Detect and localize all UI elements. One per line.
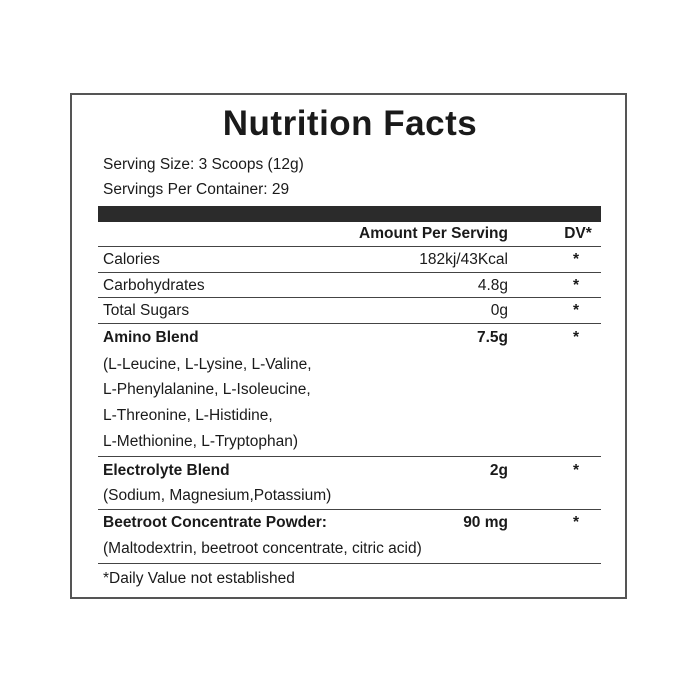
amino-blend-detail-line: (L-Leucine, L-Lysine, L-Valine, bbox=[103, 356, 312, 373]
row-amount-electrolyte-blend: 2g bbox=[489, 462, 508, 479]
row-label-beetroot-concentrate: Beetroot Concentrate Powder: bbox=[103, 514, 327, 531]
row-divider bbox=[98, 272, 601, 273]
thick-divider-bar bbox=[98, 206, 601, 222]
beetroot-detail-line: (Maltodextrin, beetroot concentrate, citric acid) bbox=[103, 540, 422, 557]
row-dv-electrolyte-blend: * bbox=[572, 462, 580, 479]
serving-size: Serving Size: 3 Scoops (12g) bbox=[103, 156, 304, 173]
amino-blend-detail-line: L-Threonine, L-Histidine, bbox=[103, 407, 273, 424]
amino-blend-detail-line: L-Phenylalanine, L-Isoleucine, bbox=[103, 381, 311, 398]
row-dv-calories: * bbox=[572, 251, 580, 268]
servings-per-container: Servings Per Container: 29 bbox=[103, 181, 290, 198]
row-dv-amino-blend: * bbox=[572, 329, 580, 346]
row-label-calories: Calories bbox=[103, 251, 160, 268]
row-divider bbox=[98, 456, 601, 457]
row-amount-beetroot-concentrate: 90 mg bbox=[463, 514, 508, 531]
row-label-amino-blend: Amino Blend bbox=[103, 329, 199, 346]
row-amount-amino-blend: 7.5g bbox=[476, 329, 508, 346]
row-dv-beetroot-concentrate: * bbox=[572, 514, 580, 531]
daily-value-footnote: *Daily Value not established bbox=[103, 570, 295, 587]
row-divider bbox=[98, 563, 601, 564]
row-dv-carbohydrates: * bbox=[572, 277, 580, 294]
label-title: Nutrition Facts bbox=[222, 104, 478, 143]
row-divider bbox=[98, 297, 601, 298]
row-amount-carbohydrates: 4.8g bbox=[477, 277, 508, 294]
row-label-total-sugars: Total Sugars bbox=[103, 302, 190, 319]
amount-per-serving-header: Amount Per Serving bbox=[359, 225, 508, 242]
row-label-electrolyte-blend: Electrolyte Blend bbox=[103, 462, 230, 479]
dv-header: DV* bbox=[564, 225, 592, 242]
amino-blend-detail-line: L-Methionine, L-Tryptophan) bbox=[103, 433, 298, 450]
row-divider bbox=[98, 509, 601, 510]
row-dv-total-sugars: * bbox=[572, 302, 580, 319]
electrolyte-blend-detail-line: (Sodium, Magnesium,Potassium) bbox=[103, 487, 332, 504]
row-amount-total-sugars: 0g bbox=[490, 302, 508, 319]
row-divider bbox=[98, 246, 601, 247]
row-divider bbox=[98, 323, 601, 324]
row-amount-calories: 182kj/43Kcal bbox=[419, 251, 508, 268]
row-label-carbohydrates: Carbohydrates bbox=[103, 277, 205, 294]
